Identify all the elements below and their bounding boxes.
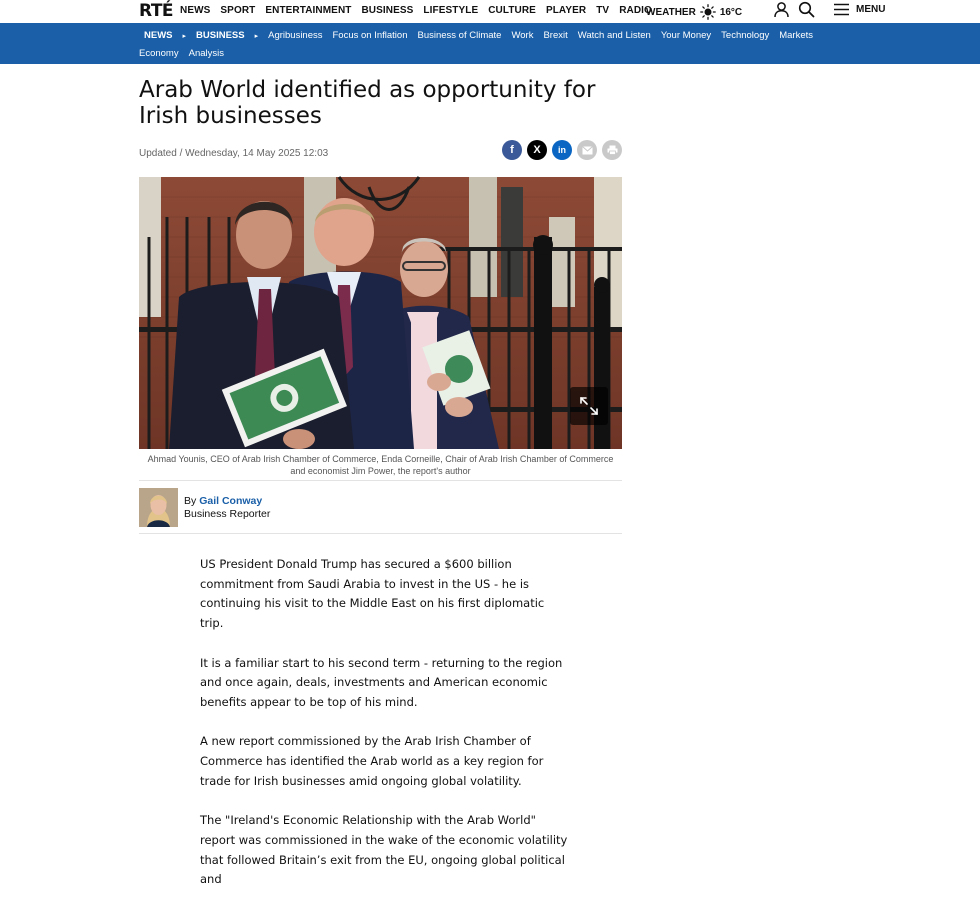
article-paragraph: US President Donald Trump has secured a $600 billion commitment from Saudi Arabia to invest in the US - he is continuing his visit to the Middle East on his first diplomatic trip.: [200, 557, 545, 631]
x-share-button[interactable]: [527, 140, 547, 160]
image-caption: Ahmad Younis, CEO of Arab Irish Chamber of Commerce, Enda Corneille, Chair of Arab Irish Chamber of Commerce and economist Jim Power, the report's author: [147, 454, 614, 476]
divider: [139, 533, 622, 534]
printer-icon: [607, 145, 618, 155]
section-business-link[interactable]: BUSINESS: [196, 30, 245, 41]
nav-sport[interactable]: SPORT: [220, 5, 256, 16]
sun-icon: [700, 4, 716, 20]
nav-tv[interactable]: TV: [596, 5, 610, 16]
author-link[interactable]: Gail Conway: [199, 495, 263, 507]
envelope-icon: [582, 146, 593, 155]
print-button[interactable]: [602, 140, 622, 160]
subnav-economy[interactable]: Economy: [139, 48, 179, 59]
caret-right-icon: ▸: [182, 32, 187, 40]
author-avatar[interactable]: [139, 488, 178, 527]
subnav-technology[interactable]: Technology: [721, 30, 770, 41]
nav-business[interactable]: BUSINESS: [361, 5, 414, 16]
x-icon: X: [533, 144, 541, 156]
weather-label: WEATHER: [646, 6, 696, 18]
article-paragraph: It is a familiar start to his second term - returning to the region and once again, deals, investments and American economic benefits appear to be top of his mind.: [200, 655, 563, 709]
subnav-brexit[interactable]: Brexit: [543, 30, 568, 41]
weather-widget[interactable]: [646, 4, 742, 20]
caret-right-icon: ▸: [254, 32, 259, 40]
nav-entertainment[interactable]: ENTERTAINMENT: [265, 5, 352, 16]
share-buttons: [502, 140, 622, 160]
subnav-focus-on-inflation[interactable]: Focus on Inflation: [332, 30, 408, 41]
hero-image: [139, 177, 622, 449]
divider: [139, 480, 622, 481]
nav-culture[interactable]: CULTURE: [488, 5, 536, 16]
section-nav-row: [144, 30, 823, 41]
article-body: [200, 555, 570, 910]
article-paragraph: The "Ireland's Economic Relationship with the Arab World" report was commissioned in the wake of the economic volatility that followed Britain’s exit from the EU, ongoing global political and: [200, 813, 568, 887]
subnav-watch-and-listen[interactable]: Watch and Listen: [577, 30, 651, 41]
nav-lifestyle[interactable]: LIFESTYLE: [423, 5, 479, 16]
author-photo: [139, 488, 178, 527]
subnav-your-money[interactable]: Your Money: [660, 30, 712, 41]
byline-prefix: By: [184, 495, 197, 507]
user-icon[interactable]: [773, 1, 790, 18]
nav-radio[interactable]: RADIO: [619, 5, 652, 16]
rte-logo[interactable]: RTÉ: [139, 1, 174, 21]
expand-icon: [579, 396, 599, 416]
subnav-agribusiness[interactable]: Agribusiness: [268, 30, 323, 41]
search-icon[interactable]: [798, 1, 815, 18]
linkedin-share-button[interactable]: [552, 140, 572, 160]
linkedin-icon: in: [558, 145, 566, 155]
nav-player[interactable]: PLAYER: [545, 5, 587, 16]
menu-icon[interactable]: [833, 1, 850, 18]
subnav-business-of-climate[interactable]: Business of Climate: [417, 30, 502, 41]
subnav-markets[interactable]: Markets: [779, 30, 814, 41]
subnav-analysis[interactable]: Analysis: [188, 48, 224, 59]
nav-news[interactable]: NEWS: [180, 5, 211, 16]
facebook-share-button[interactable]: [502, 140, 522, 160]
article-headline: Arab World identified as opportunity for Irish businesses: [139, 77, 596, 129]
top-bar: [0, 0, 980, 23]
section-news-link[interactable]: NEWS: [144, 30, 173, 41]
main-nav: [180, 5, 662, 16]
header-actions: [773, 1, 885, 18]
section-nav-row-2: [139, 48, 234, 59]
section-nav-bar: [0, 23, 980, 64]
byline: [184, 495, 262, 507]
author-role: Business Reporter: [184, 508, 271, 520]
expand-image-button[interactable]: [570, 387, 608, 425]
temperature: 16°C: [719, 6, 743, 18]
menu-label[interactable]: MENU: [856, 4, 886, 15]
hero-photo: [139, 177, 622, 449]
article-paragraph: A new report commissioned by the Arab Irish Chamber of Commerce has identified the Arab world as a key region for trade for Irish businesses amid ongoing global volatility.: [200, 734, 544, 788]
updated-timestamp: Updated / Wednesday, 14 May 2025 12:03: [139, 148, 329, 159]
email-share-button[interactable]: [577, 140, 597, 160]
subnav-work[interactable]: Work: [511, 30, 534, 41]
facebook-icon: f: [510, 144, 514, 156]
